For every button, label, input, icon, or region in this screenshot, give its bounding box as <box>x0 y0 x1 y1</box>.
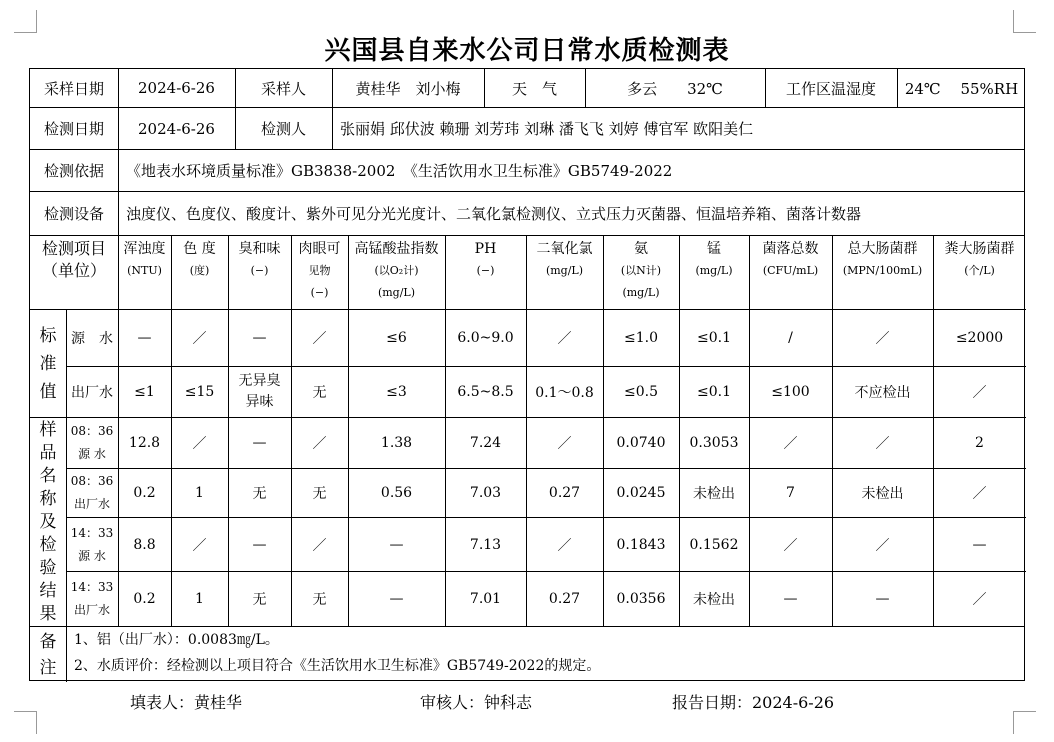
column-unit: (度) <box>189 264 210 277</box>
column-subname: 见物 <box>308 264 331 277</box>
result-value: 0.2 <box>133 485 156 501</box>
column-name: 二氧化氯 <box>536 241 593 257</box>
row-basis <box>30 149 1024 191</box>
column-subname: (以O₂计) <box>374 264 419 277</box>
standard-value: ／ <box>875 331 890 347</box>
equipment: 浊度仪、色度仪、酸度计、紫外可见分光光度计、二氧化氯检测仪、立式压力灭菌器、恒温培养箱、菌落计数器 <box>126 205 862 223</box>
result-value: 0.27 <box>548 485 581 501</box>
result-value: — <box>389 536 404 553</box>
column-name: 总大肠菌群 <box>847 241 918 257</box>
standard-label-char: 准 <box>39 353 57 374</box>
test-date-label: 检测日期 <box>43 120 104 138</box>
result-value: 0.56 <box>380 485 413 501</box>
standard-value: ≤6 <box>386 330 407 346</box>
column-name: 肉眼可 <box>298 241 341 257</box>
sample-name <box>66 518 118 571</box>
result-value: — <box>389 591 404 607</box>
column-header <box>749 236 832 309</box>
sample-name <box>66 469 118 517</box>
env-label: 工作区温湿度 <box>785 79 876 98</box>
standard-row <box>66 366 1026 417</box>
result-value: 7.01 <box>469 591 502 607</box>
standard-row-label: 源 水 <box>71 331 113 347</box>
standard-value: ≤3 <box>386 384 407 400</box>
result-value: 未检出 <box>861 486 904 502</box>
env: 24℃ 55%RH <box>904 79 1019 98</box>
standard-value: ≤0.1 <box>697 384 731 400</box>
result-value: 0.2 <box>133 591 156 607</box>
standard-value: ≤1 <box>134 384 155 400</box>
result-value: ／ <box>783 436 798 452</box>
weather: 多云 32℃ <box>627 79 723 98</box>
standard-row-label: 出厂水 <box>71 385 113 401</box>
results-label-char: 品 <box>39 442 57 463</box>
column-unit: (个/L) <box>964 264 995 277</box>
column-unit: (CFU/mL) <box>762 264 819 277</box>
column-header <box>291 236 348 309</box>
result-value: 0.0356 <box>616 591 666 607</box>
row-equipment <box>30 191 1024 235</box>
standard-label-col <box>30 309 66 417</box>
result-value: — <box>972 536 987 553</box>
result-value: — <box>252 536 267 553</box>
result-value: 8.8 <box>133 536 156 553</box>
result-value: 1 <box>195 591 204 607</box>
column-name: 色 度 <box>183 241 216 257</box>
remarks-label-char: 备 <box>39 631 57 652</box>
sample-date-label: 采样日期 <box>43 79 104 98</box>
row-remarks <box>30 626 1024 682</box>
sample-type: 源 水 <box>78 447 106 461</box>
standard-value: ／ <box>557 331 572 347</box>
result-value: ／ <box>312 436 327 452</box>
reviewer: 审核人：钟科志 <box>420 693 533 712</box>
result-value: 无 <box>312 486 327 502</box>
test-date: 2024-6-26 <box>138 119 215 138</box>
item-header-line1: 检测项目 <box>41 239 106 258</box>
standard-value: ／ <box>192 331 207 347</box>
result-value: 7 <box>786 485 795 501</box>
result-value: 7.13 <box>469 536 502 553</box>
result-value: 无 <box>312 592 327 608</box>
column-name: 菌落总数 <box>762 241 819 257</box>
row-testing <box>30 107 1024 149</box>
sample-time: 08：36 <box>70 424 114 438</box>
sampler-label: 采样人 <box>260 79 306 98</box>
result-value: ／ <box>972 592 987 608</box>
sample-type: 出厂水 <box>73 603 110 617</box>
result-row <box>66 517 1026 571</box>
standard-value: 无 <box>312 385 327 401</box>
result-value: ／ <box>192 436 207 452</box>
sample-type: 出厂水 <box>73 497 110 511</box>
results-label-char: 称 <box>39 488 57 509</box>
result-value: 7.03 <box>469 485 502 501</box>
result-value: 1 <box>195 485 204 501</box>
column-name: PH <box>474 241 497 257</box>
grid-line <box>66 418 67 468</box>
result-value: — <box>875 591 890 607</box>
column-header <box>445 236 526 309</box>
column-name: 浑浊度 <box>123 241 166 257</box>
sample-time: 08：36 <box>70 474 114 488</box>
water-quality-table <box>29 68 1025 681</box>
result-value: 未检出 <box>693 592 735 608</box>
column-header <box>228 236 291 309</box>
result-value: 无 <box>252 592 267 608</box>
standard-label-char: 值 <box>39 381 57 402</box>
result-value: 无 <box>252 486 267 502</box>
remark-line: 2、水质评价：经检测以上项目符合《生活饮用水卫生标准》GB5749-2022的规定。 <box>74 658 601 674</box>
row-sampling <box>30 69 1024 107</box>
standard-value: ≤0.5 <box>624 384 658 400</box>
result-value: 0.27 <box>548 591 581 607</box>
column-unit: (−) <box>250 264 269 277</box>
item-header <box>30 236 118 309</box>
column-header <box>832 236 933 309</box>
grid-line <box>66 310 67 366</box>
result-value: ／ <box>557 436 572 452</box>
basis-label: 检测依据 <box>43 162 104 180</box>
column-unit: (mg/L) <box>695 264 733 277</box>
result-value: 0.3053 <box>689 435 739 451</box>
crop-mark-bottom-left <box>14 711 37 734</box>
result-value: 未检出 <box>693 486 735 502</box>
column-name: 锰 <box>707 241 721 257</box>
standard-value: ≤0.1 <box>697 330 731 346</box>
result-value: ／ <box>972 486 987 502</box>
remarks-label <box>30 627 66 682</box>
result-value: ／ <box>312 537 327 554</box>
document-title: 兴国县自来水公司日常水质检测表 <box>324 36 730 66</box>
standard-value: / <box>788 330 793 346</box>
standard-row <box>66 309 1026 366</box>
result-value: ／ <box>192 537 207 554</box>
column-unit: (mg/L) <box>377 286 416 299</box>
sample-time: 14：33 <box>70 580 114 594</box>
result-value: ／ <box>557 537 572 554</box>
standard-value: 无异臭异味 <box>238 373 281 410</box>
standard-value: ／ <box>312 331 327 347</box>
crop-mark-bottom-right <box>1013 711 1036 734</box>
sample-type: 源 水 <box>78 548 106 563</box>
testers: 张丽娟 邱伏波 赖珊 刘芳玮 刘琳 潘飞飞 刘婷 傅官军 欧阳美仁 <box>340 120 754 138</box>
standard-value: ／ <box>972 385 987 401</box>
sample-date: 2024-6-26 <box>138 79 215 97</box>
column-name: 氨 <box>634 241 648 257</box>
result-value: ／ <box>783 537 798 554</box>
grid-line <box>66 518 67 571</box>
column-name: 高锰酸盐指数 <box>354 241 439 257</box>
remarks-content <box>66 627 1026 682</box>
grid-line <box>66 367 67 417</box>
sample-name <box>66 572 118 626</box>
sample-name <box>66 418 118 468</box>
column-unit: (−) <box>310 286 329 299</box>
standard-value: ≤15 <box>184 384 215 400</box>
column-header <box>679 236 749 309</box>
results-label-char: 果 <box>39 603 57 624</box>
row-column-headers <box>30 235 1024 309</box>
results-label <box>30 418 66 626</box>
column-unit: (MPN/100mL) <box>842 264 923 277</box>
column-unit: (NTU) <box>127 264 162 277</box>
result-value: ／ <box>875 436 890 452</box>
standard-label-char: 标 <box>39 325 57 346</box>
standard-value: 不应检出 <box>854 385 911 401</box>
tester-label: 检测人 <box>260 120 306 138</box>
result-row <box>66 468 1026 517</box>
column-name: 臭和味 <box>238 241 281 257</box>
column-header <box>933 236 1026 309</box>
result-value: 12.8 <box>128 435 161 451</box>
result-value: — <box>252 435 267 451</box>
report-date: 报告日期：2024-6-26 <box>672 693 835 712</box>
result-value: 0.0740 <box>616 435 666 451</box>
grid-line <box>66 469 67 517</box>
standard-value: ≤2000 <box>955 330 1004 346</box>
standard-value: — <box>252 330 267 346</box>
results-label-char: 样 <box>39 419 57 440</box>
results-label-char: 验 <box>39 557 57 578</box>
result-value: 2 <box>975 435 984 451</box>
standard-value: — <box>137 330 152 346</box>
result-value: — <box>783 591 798 607</box>
remarks-label-char: 注 <box>39 657 57 678</box>
result-value: ／ <box>875 537 890 554</box>
column-unit: (mg/L) <box>545 264 584 277</box>
column-subname: (以N计) <box>620 264 662 277</box>
column-header <box>118 236 171 309</box>
result-value: 0.0245 <box>616 485 666 501</box>
standard-value: ≤1.0 <box>624 330 658 346</box>
results-label-char: 及 <box>39 511 57 532</box>
equipment-label: 检测设备 <box>43 205 104 223</box>
standard-value: 0.1～0.8 <box>535 385 594 401</box>
result-value: 0.1843 <box>616 536 666 553</box>
standard-value: 6.0~9.0 <box>457 330 514 346</box>
result-value: 0.1562 <box>689 536 739 553</box>
samplers: 黄桂华 刘小梅 <box>355 79 461 98</box>
filler: 填表人：黄桂华 <box>130 693 243 712</box>
results-label-char: 结 <box>39 580 57 601</box>
item-header-line2: （单位） <box>41 261 106 280</box>
results-label-char: 检 <box>39 534 57 555</box>
basis: 《地表水环境质量标准》GB3838-2002 《生活饮用水卫生标准》GB5749-2022 <box>126 162 673 180</box>
column-header <box>526 236 603 309</box>
column-header <box>603 236 679 309</box>
column-unit: (mg/L) <box>622 286 660 299</box>
standard-label <box>30 310 66 417</box>
standard-value: 6.5~8.5 <box>457 384 514 400</box>
remark-line: 1、铝（出厂水）：0.0083㎎/L。 <box>74 632 279 648</box>
result-row <box>66 417 1026 468</box>
result-row <box>66 571 1026 626</box>
weather-label: 天 气 <box>511 79 557 98</box>
results-label-col <box>30 417 66 626</box>
column-header <box>171 236 228 309</box>
column-header <box>348 236 445 309</box>
result-value: 1.38 <box>380 435 413 451</box>
sample-time: 14：33 <box>70 525 114 540</box>
grid-line <box>66 572 67 626</box>
column-unit: (−) <box>476 264 495 277</box>
standard-value: ≤100 <box>771 384 810 400</box>
result-value: 7.24 <box>469 435 502 451</box>
results-label-char: 名 <box>39 465 57 486</box>
column-name: 粪大肠菌群 <box>944 241 1015 257</box>
